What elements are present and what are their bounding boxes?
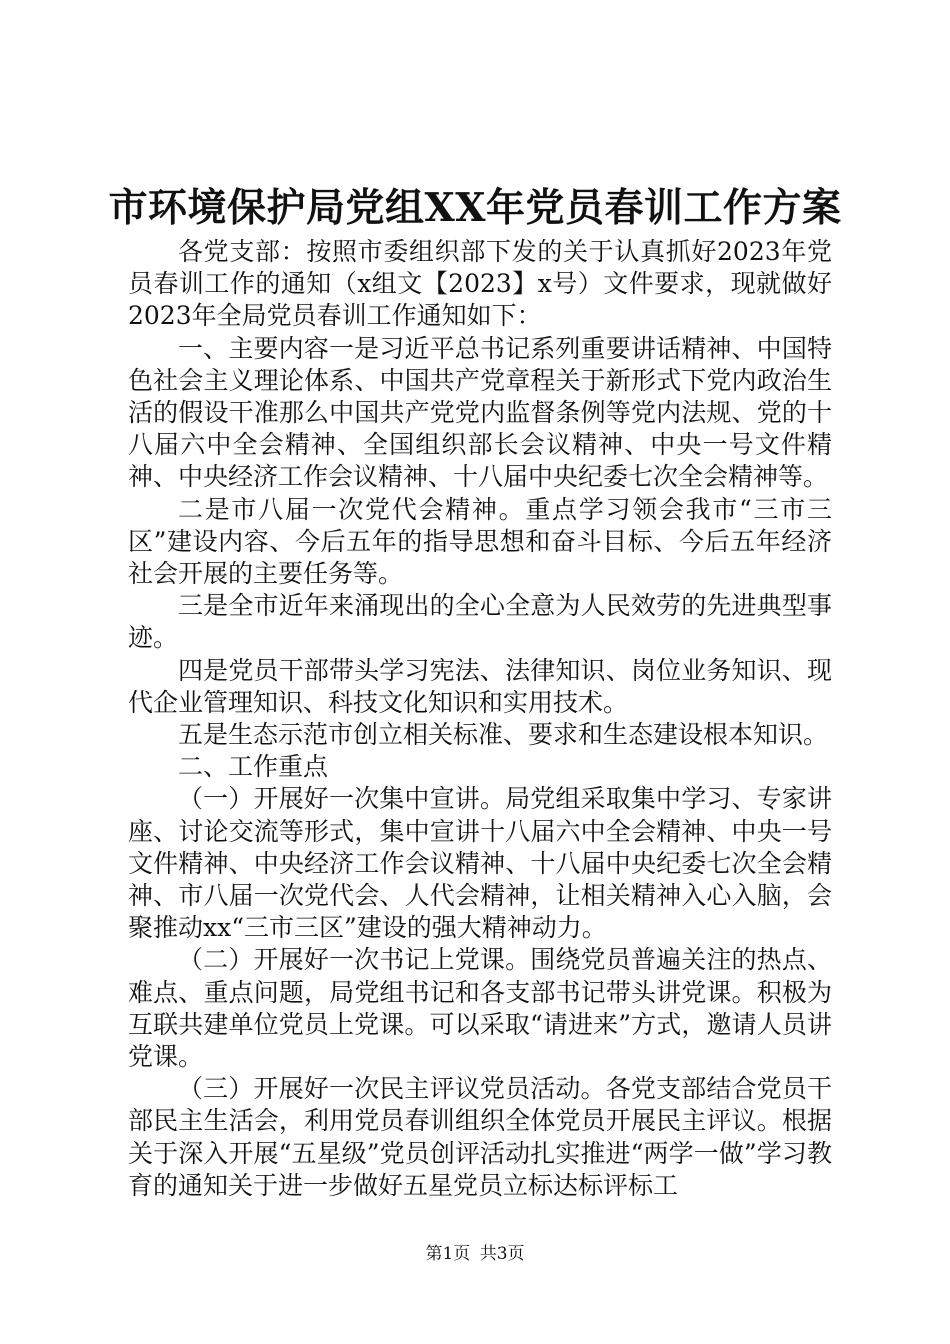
page-number: 第1页: [425, 1244, 471, 1264]
page-footer: [0, 1243, 950, 1265]
document-title: 市环境保护局党组XX年党员春训工作方案: [108, 185, 842, 231]
paragraph: 四是党员干部带头学习宪法、法律知识、岗位业务知识、现代企业管理知识、科技文化知识和实用技术。: [128, 655, 832, 717]
paragraph: 一、主要内容一是习近平总书记系列重要讲话精神、中国特色社会主义理论体系、中国共产党章程关于新形式下党内政治生活的假设干准那么中国共产党党内监督条例等党内法规、党的十八届六中全会精神、全国组织部长会议精神、中央一号文件精神、中央经济工作会议精神、十八届中央纪委七次全会精神等。: [128, 333, 832, 492]
page-total: 共3页: [479, 1244, 525, 1264]
paragraph: （三）开展好一次民主评议党员活动。各党支部结合党员干部民主生活会，利用党员春训组织全体党员开展民主评议。根据关于深入开展“五星级”党员创评活动扎实推进“两学一做”学习教育的通知关于进一步做好五星党员立标达标评标工: [128, 1074, 832, 1200]
paragraph: 三是全市近年来涌现出的全心全意为人民效劳的先进典型事迹。: [128, 591, 832, 653]
paragraph: （一）开展好一次集中宣讲。局党组采取集中学习、专家讲座、讨论交流等形式，集中宣讲十八届六中全会精神、中央一号文件精神、中央经济工作会议精神、十八届中央纪委七次全会精神、市八届一次党代会、人代会精神，让相关精神入心入脑，会聚推动xx“三市三区”建设的强大精神动力。: [128, 784, 832, 943]
paragraph: 二是市八届一次党代会精神。重点学习领会我市“三市三区”建设内容、今后五年的指导思想和奋斗目标、今后五年经济社会开展的主要任务等。: [128, 494, 832, 589]
paragraph: 各党支部：按照市委组织部下发的关于认真抓好2023年党员春训工作的通知（x组文【2023】x号）文件要求，现就做好2023年全局党员春训工作通知如下：: [128, 237, 832, 331]
document-body: [128, 236, 832, 1202]
paragraph: 五是生态示范市创立相关标准、要求和生态建设根本知识。: [178, 720, 829, 750]
section-heading: 二、工作重点: [178, 752, 329, 782]
paragraph: （二）开展好一次书记上党课。围绕党员普遍关注的热点、难点、重点问题，局党组书记和各支部书记带头讲党课。积极为互联共建单位党员上党课。可以采取“请进来”方式，邀请人员讲党课。: [128, 945, 832, 1072]
